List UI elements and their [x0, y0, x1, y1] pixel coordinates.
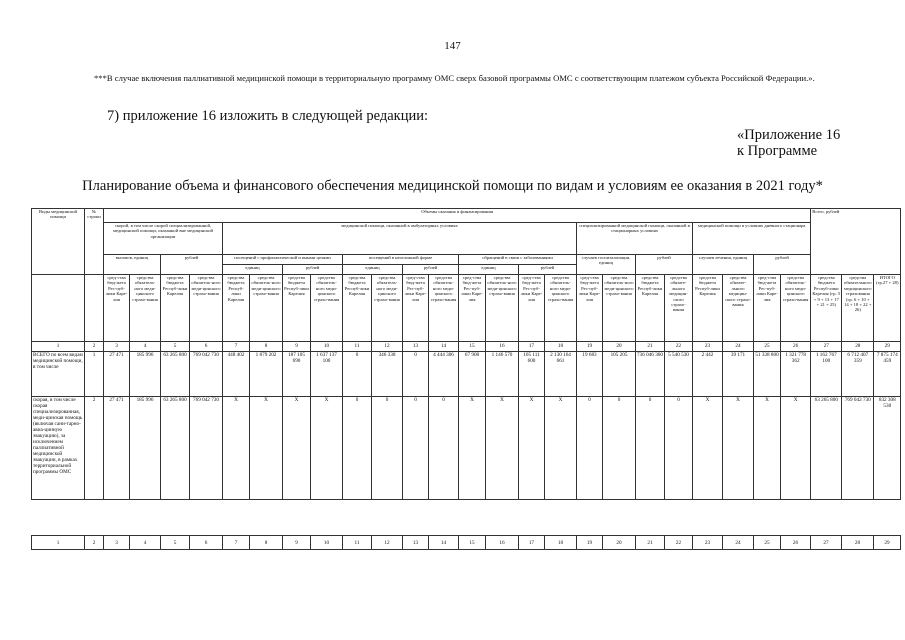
- col-number: 23: [693, 342, 723, 352]
- table-cell: 832 308 530: [874, 397, 901, 500]
- col-number: 12: [372, 536, 403, 550]
- col-number: 22: [665, 536, 693, 550]
- table-cell: 63 265 800: [161, 397, 190, 500]
- col-header: средства обязатель-ного меди-цинского страхо-вания: [781, 275, 811, 342]
- col-number: 25: [754, 536, 781, 550]
- table-cell: 2 442: [693, 352, 723, 397]
- col-header: средства обязате-льного медицин-ского страхо-вания: [665, 275, 693, 342]
- table-cell: X: [519, 397, 545, 500]
- table-cell: X: [781, 397, 811, 500]
- table-cell: X: [545, 397, 577, 500]
- table-cell: 7 875 174 459: [874, 352, 901, 397]
- col-number: 12: [372, 342, 403, 352]
- amendment-item: 7) приложение 16 изложить в следующей редакции:: [107, 108, 429, 124]
- header-rub-proph: рублей: [283, 265, 343, 275]
- table-cell: 0: [343, 397, 372, 500]
- table-cell: 185 996: [130, 397, 161, 500]
- col-number: 28: [842, 342, 874, 352]
- col-number: 29: [874, 342, 901, 352]
- col-number: 21: [636, 536, 665, 550]
- col-header: сред-ства бюд-жета Рес-пуб-лики Каре-лия: [104, 275, 130, 342]
- col-header: сред-ства бюд-жета Рес-пуб-лики Каре-лия: [754, 275, 781, 342]
- col-header: средства бюджета Респуб-лики Карелия: [693, 275, 723, 342]
- header-row-no: № строки: [85, 209, 104, 275]
- col-header: средства бюджета Респуб-лики Карелия (гр. 5 + 9 + 13 + 17 + 21 + 25): [811, 275, 842, 342]
- col-header: средства обязатель-ного меди-цинского страхо-вания: [603, 275, 636, 342]
- table-cell: 736 046 300: [636, 352, 665, 397]
- table-cell: 51 338 800: [754, 352, 781, 397]
- col-header: средства обязатель-ного меди-цинского страхо-вания: [486, 275, 519, 342]
- header-units-proph: единиц: [223, 265, 283, 275]
- col-header: средства обязате-льного медицин-ского страхо-вания: [723, 275, 754, 342]
- col-number: 24: [723, 536, 754, 550]
- appendix-line-2: к Программе: [737, 143, 818, 159]
- table-cell: 0: [636, 397, 665, 500]
- col-number: 7: [223, 342, 250, 352]
- col-number: 15: [459, 342, 486, 352]
- page-number: 147: [444, 40, 461, 52]
- table-cell: 105 205: [603, 352, 636, 397]
- col-header: средства обязатель-ного меди-цинского страхо-вания: [190, 275, 223, 342]
- footnote: ***В случае включения паллиативной медицинской помощи в территориальную программу ОМС сверх базовой программы ОМС с соответствующим платежом субъекта Российской Федерации.».: [94, 73, 815, 83]
- header-blank: [32, 275, 85, 342]
- col-header: средства обязатель-ного меди-цинского страхо-вания: [130, 275, 161, 342]
- header-dayhosp: медицинской помощи в условиях дневного стационара: [693, 223, 811, 255]
- table-cell: X: [459, 397, 486, 500]
- header-total-rub: Всего, рублей: [811, 209, 901, 275]
- col-header: ИТОГО (гр.27 + 28): [874, 275, 901, 342]
- table-cell: 2: [85, 397, 104, 500]
- col-number: 4: [130, 536, 161, 550]
- table-cell: X: [223, 397, 250, 500]
- table-cell: 1 321 778 362: [781, 352, 811, 397]
- table-cell: 346 338: [372, 352, 403, 397]
- continuation-number-row: [32, 536, 901, 550]
- col-number: 21: [636, 342, 665, 352]
- table-row: [32, 352, 901, 397]
- col-number: 9: [283, 536, 311, 550]
- row-label: скорая, в том числе скорая специализированная, меди-цинская помощь (включая сани-тарно-авиа-цинную эвакуацию), за исключением паллиативной медицинской эвакуации, в рамках территориальной программы ОМС: [32, 397, 85, 500]
- col-number: 15: [459, 536, 486, 550]
- table-cell: 6 712 407 359: [842, 352, 874, 397]
- header-kinds: Виды медицинской помощи: [32, 209, 85, 275]
- col-header: средства бюджета Респуб-лики Карелия: [161, 275, 190, 342]
- table-cell: 769 042 730: [842, 397, 874, 500]
- table-cell: 185 996: [130, 352, 161, 397]
- table-cell: 19 683: [577, 352, 603, 397]
- table-cell: 0: [403, 397, 429, 500]
- col-header: средства обязатель-ного меди-цинского страхо-вания: [250, 275, 283, 342]
- col-number: 14: [429, 536, 459, 550]
- col-number: 13: [403, 342, 429, 352]
- col-number: 26: [781, 536, 811, 550]
- col-number: 9: [283, 342, 311, 352]
- table-cell: X: [754, 397, 781, 500]
- col-number: 26: [781, 342, 811, 352]
- header-cases-hosp: случаев госпитализации, единиц: [577, 255, 636, 275]
- header-rub-hosp: рублей: [636, 255, 693, 275]
- table-cell: 769 042 730: [190, 352, 223, 397]
- document-title: Планирование объема и финансового обеспечения медицинской помощи по видам и условиям ее оказания в 2021 году*: [82, 178, 823, 194]
- col-number: 3: [104, 342, 130, 352]
- table-cell: 187 105 690: [283, 352, 311, 397]
- col-number: 22: [665, 342, 693, 352]
- table-cell: 769 042 730: [190, 397, 223, 500]
- col-header: средства обязатель-ного меди-цинского страхо-вания: [429, 275, 459, 342]
- table-cell: 0: [603, 397, 636, 500]
- col-number: 6: [190, 342, 223, 352]
- col-header: средства обязательного медицинского страхования (гр. 6 + 10 + 14 + 18 + 22 + 26): [842, 275, 874, 342]
- table-cell: X: [250, 397, 283, 500]
- col-number: 11: [343, 342, 372, 352]
- col-number: 28: [842, 536, 874, 550]
- table-cell: X: [693, 397, 723, 500]
- col-number: 27: [811, 536, 842, 550]
- col-header: сред-ства бюд-жета Рес-пуб-лики Каре-лия: [403, 275, 429, 342]
- col-number: 17: [519, 342, 545, 352]
- col-number: 7: [223, 536, 250, 550]
- col-number: 1: [32, 536, 85, 550]
- header-blank: [85, 275, 104, 342]
- appendix-reference: [737, 127, 840, 159]
- table-cell: 2 130 164 661: [545, 352, 577, 397]
- table-cell: 27 471: [104, 352, 130, 397]
- col-header: сред-ства бюд-жета Рес-пуб-лики Каре-лия: [519, 275, 545, 342]
- col-number: 29: [874, 536, 901, 550]
- table-cell: 0: [372, 397, 403, 500]
- table-cell: 1 637 137 100: [311, 352, 343, 397]
- table-cell: 67 908: [459, 352, 486, 397]
- col-header: средства бюджета Респуб-лики Карелия: [343, 275, 372, 342]
- col-number: 19: [577, 536, 603, 550]
- col-header: средства обязатель-ного меди-цинского страхо-вания: [372, 275, 403, 342]
- header-cases-treat: случаев лечения, единиц: [693, 255, 754, 275]
- header-rub-urgent: рублей: [403, 265, 459, 275]
- table-cell: 63 265 800: [161, 352, 190, 397]
- table-cell: 0: [577, 397, 603, 500]
- col-number: 5: [161, 536, 190, 550]
- header-volumes: Объемы оказания и финансирования: [104, 209, 811, 223]
- header-rub-dayhosp: рублей: [754, 255, 811, 275]
- planning-table: [31, 208, 901, 500]
- col-number: 3: [104, 536, 130, 550]
- header-units-urgent: единиц: [343, 265, 403, 275]
- table-cell: 1: [85, 352, 104, 397]
- table-cell: X: [283, 397, 311, 500]
- header-calls: вызовов, единиц: [104, 255, 161, 275]
- col-number: 8: [250, 536, 283, 550]
- row-label: ВСЕГО по всем видам медицинской помощи, в том числе: [32, 352, 85, 397]
- table-cell: 1 162 767 100: [811, 352, 842, 397]
- col-number: 16: [486, 342, 519, 352]
- col-number: 25: [754, 342, 781, 352]
- col-number: 2: [85, 536, 104, 550]
- header-rub-ambulance: рублей: [161, 255, 223, 275]
- table-cell: 4 444 306: [429, 352, 459, 397]
- table-cell: 0: [429, 397, 459, 500]
- col-number: 27: [811, 342, 842, 352]
- col-number: 23: [693, 536, 723, 550]
- table-cell: 0: [343, 352, 372, 397]
- table-cell: 5 540 530: [665, 352, 693, 397]
- col-header: средства обязатель-ного меди-цинского страхо-вания: [545, 275, 577, 342]
- col-header: сред-ства бюд-жета Рес-пуб-лики Каре-лия: [459, 275, 486, 342]
- col-number: 6: [190, 536, 223, 550]
- col-number: 1: [32, 342, 85, 352]
- col-number: 17: [519, 536, 545, 550]
- col-number: 18: [545, 342, 577, 352]
- col-number: 11: [343, 536, 372, 550]
- table-cell: 1 146 570: [486, 352, 519, 397]
- col-number: 13: [403, 536, 429, 550]
- table-cell: X: [311, 397, 343, 500]
- appendix-line-1: «Приложение 16: [737, 127, 841, 143]
- header-outpatient: медицинской помощи, оказанной в амбулаторных условиях: [223, 223, 577, 255]
- col-number: 2: [85, 342, 104, 352]
- col-number: 16: [486, 536, 519, 550]
- table-cell: 39 171: [723, 352, 754, 397]
- continuation-header-table: [31, 535, 901, 550]
- col-number: 20: [603, 536, 636, 550]
- col-number: 4: [130, 342, 161, 352]
- col-number: 18: [545, 536, 577, 550]
- table-cell: 105 111 600: [519, 352, 545, 397]
- table-cell: 448 402: [223, 352, 250, 397]
- col-number: 14: [429, 342, 459, 352]
- header-appeals: обращений в связи с заболеваниями: [459, 255, 577, 265]
- col-header: средства бюджета Респуб-лики Карелия: [636, 275, 665, 342]
- table-cell: 0: [403, 352, 429, 397]
- col-number: 10: [311, 342, 343, 352]
- col-number: 8: [250, 342, 283, 352]
- header-ambulance: скорой, в том числе скорой специализированной, медицинской помощи, оказанной вне медицинской организации: [104, 223, 223, 255]
- header-prophylactic: посещений с профилактической и иными целями: [223, 255, 343, 265]
- col-header: средства обязатель-ного меди-цинского страхо-вания: [311, 275, 343, 342]
- table-cell: X: [723, 397, 754, 500]
- col-header: сред-ства бюд-жета Рес-пуб-лики Каре-лия: [577, 275, 603, 342]
- table-cell: 63 265 800: [811, 397, 842, 500]
- col-number: 10: [311, 536, 343, 550]
- col-header: средства бюджета Респуб-лики Карелия: [283, 275, 311, 342]
- table-cell: 0: [665, 397, 693, 500]
- header-specialized: специализированной медицинской помощи, оказанной в стационарных условиях: [577, 223, 693, 255]
- header-rub-appeals: рублей: [519, 265, 577, 275]
- header-units-appeals: единиц: [459, 265, 519, 275]
- col-number: 20: [603, 342, 636, 352]
- table-cell: 1 879 202: [250, 352, 283, 397]
- col-number: 5: [161, 342, 190, 352]
- header-urgent: посещений в неотложной форме: [343, 255, 459, 265]
- col-number: 24: [723, 342, 754, 352]
- table-cell: X: [486, 397, 519, 500]
- table-row: [32, 397, 901, 500]
- col-number: 19: [577, 342, 603, 352]
- col-header: средства бюджета Респуб-лики Карелия: [223, 275, 250, 342]
- table-cell: 27 471: [104, 397, 130, 500]
